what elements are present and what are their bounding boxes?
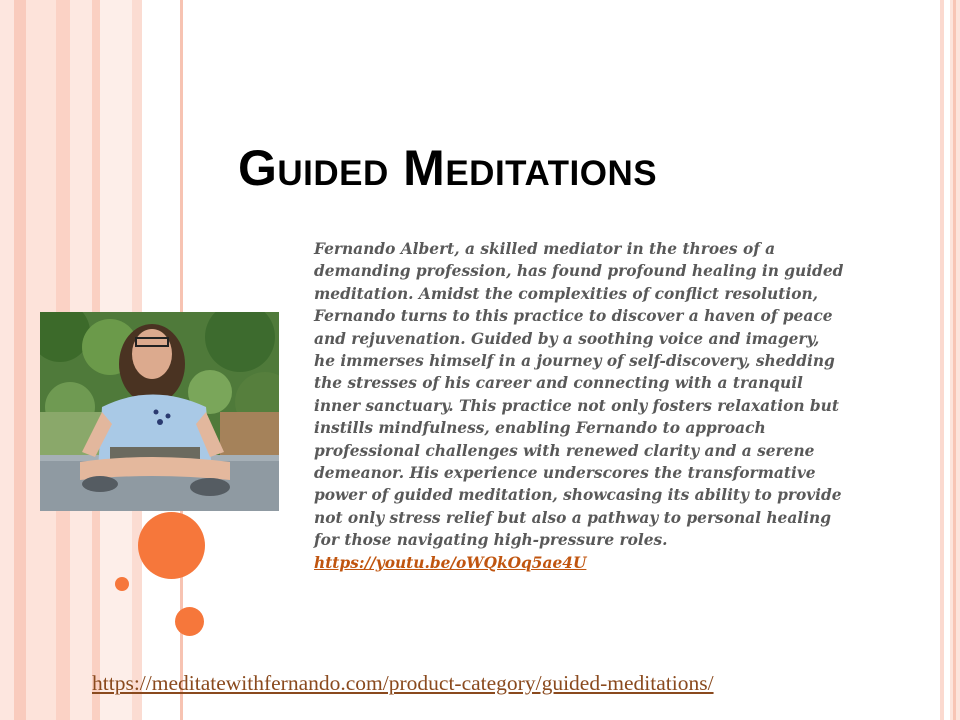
- body-paragraph: Fernando Albert, a skilled mediator in the throes of a demanding profession, has found profound healing in guided meditation. Amidst the complexities of conflict resolution, Fernando turns to this practice to discover a haven of peace and rejuvenation. Guided by a soothing voice and imagery, he immerses himself in a journey of self-discovery, shedding the stresses of his career and connecting with a tranquil inner sanctuary. This practice not only fosters relaxation but instills mindfulness, enabling Fernando to approach professional challenges with renewed clarity and a serene demeanor. His experience underscores the transformative power of guided meditation, showcasing its ability to provide not only stress relief but also a pathway to personal healing for those navigating high-pressure roles.: [314, 240, 844, 550]
- left-stripe-2: [14, 0, 26, 720]
- small-orange-circle: [115, 577, 129, 591]
- body-text-block: [314, 238, 844, 574]
- right-stripe-3: [953, 0, 956, 720]
- medium-orange-circle: [175, 607, 204, 636]
- right-stripe-1: [940, 0, 944, 720]
- left-stripe-1: [0, 0, 14, 720]
- footer-link[interactable]: https://meditatewithfernando.com/product-category/guided-meditations/: [92, 671, 714, 695]
- fernando-photo: [40, 312, 279, 511]
- slide-title: Guided Meditations: [238, 140, 658, 196]
- video-link[interactable]: https://youtu.be/oWQkOq5ae4U: [314, 553, 587, 572]
- large-orange-circle: [138, 512, 205, 579]
